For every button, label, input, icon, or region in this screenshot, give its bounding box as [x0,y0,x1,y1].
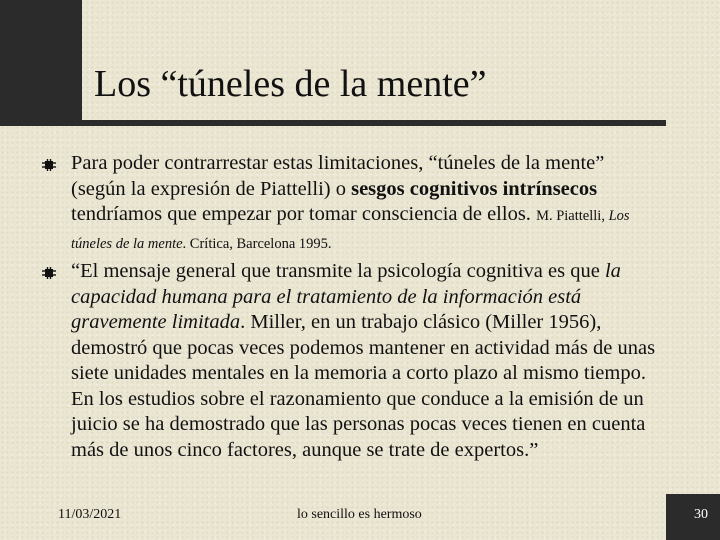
bullet-text-segment: Los túneles de la mente [71,208,630,252]
square-grid-bullet-icon [42,267,56,279]
slide-title: Los “túneles de la mente” [94,63,487,105]
bullet-text-segment: “El mensaje general que transmite la psicología cognitiva es que [71,260,605,282]
page-number-box [666,494,720,540]
footer-date: 11/03/2021 [58,507,122,522]
bullet-text-segment: M. Piattelli, [536,208,609,224]
bullet-text-segment: . Miller, en un trabajo clásico (Miller 1956), demostró que pocas veces podemos mantener en actividad más de unas siete unidades mentales en la memoria a corto plazo al mismo tiempo. En los estudios sobre el razonamiento que conduce a la emisión de un juicio se ha demostrado que las personas pocas veces tienen en cuenta más de unos cinco factores, aunque se trate de expertos.” [71,311,656,461]
bullet-text-segment: tendríamos que empezar por tomar consciencia de ellos. [71,203,537,225]
bullet-text-segment: sesgos cognitivos intrínsecos [351,177,598,200]
bullet-text-segment: . Crítica, Barcelona 1995. [182,235,332,252]
bullet-item-1 [38,151,658,257]
bullet-list [38,151,658,465]
page-number: 30 [694,507,708,522]
bullet-item-2 [38,259,658,463]
title-divider [0,120,666,126]
corner-block [0,0,82,122]
footer-center-text: lo sencillo es hermoso [297,507,422,522]
square-grid-bullet-icon [42,159,56,171]
bullet-text-segment: Para poder contrarrestar estas limitaciones, “túneles de la mente” (según la expresión de Piattelli) o [71,152,605,200]
bullet-text-segment: la capacidad humana para el tratamiento de la información está gravemente limitada [71,260,621,333]
